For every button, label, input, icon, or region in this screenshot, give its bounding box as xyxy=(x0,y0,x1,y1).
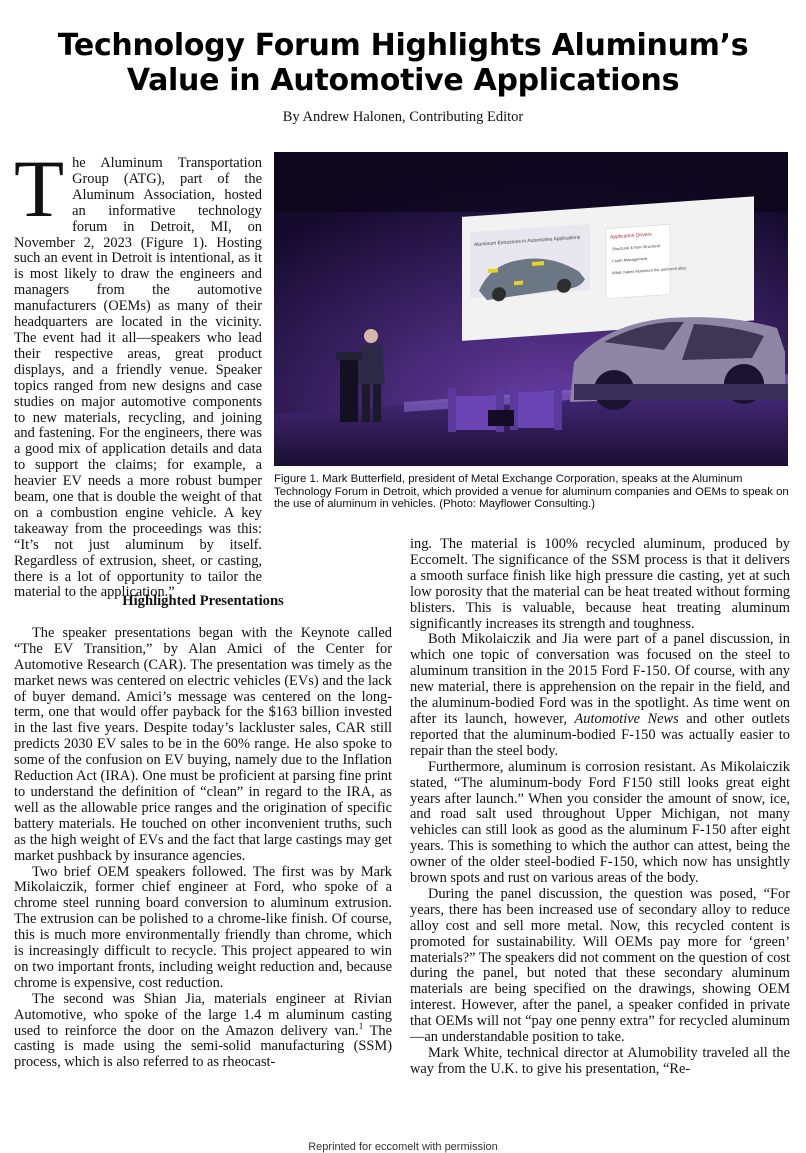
body-paragraph: The second was Shian Jia, materials engineer at Rivian Automotive, who spoke of the large 1.4 m aluminum casting used to reinforce the door on the Amazon delivery van.$^1$ The casting is made using the semi-solid manufacturing (SSM) process, which is also referred to as rheocast- xyxy=(14,990,392,1071)
slide-heading: Application Drivers xyxy=(610,231,652,241)
reprint-notice: Reprinted for eccomelt with permission xyxy=(308,1141,498,1153)
body-paragraph: Mark White, technical director at Alumobility traveled all the way from the U.K. to give his presentation, “Re- xyxy=(410,1045,790,1077)
body-paragraph: Furthermore, aluminum is corrosion resistant. As Mikolaiczik stated, “The aluminum-body Ford F150 still looks great eight years after launch.” When you consider the amount of snow, ice, and road salt used throughout Upper Michigan, not many vehicles can still look as good as the aluminum F-150 after eight years. This is something to which the author can attest, being the owner of the older steel-bodied F-150, which now has unsightly brown spots and rust on various areas of the body. xyxy=(410,758,790,887)
body-paragraph: ing. The material is 100% recycled aluminum, produced by Eccomelt. The significance of the SSM process is that it delivers a smooth surface finish like high pressure die casting, yet at such low porosity that the material can be heat treated without forming blisters. This is valuable, because heat treating aluminum significantly increases its strength and toughness. xyxy=(410,536,790,632)
drop-cap: T xyxy=(14,143,65,234)
intro-column xyxy=(14,143,262,601)
section-heading: Highlighted Presentations xyxy=(122,593,284,609)
body-paragraph: Two brief OEM speakers followed. The first was by Mark Mikolaiczik, former chief engineer at Ford, who spoke of a chrome steel running board conversion to aluminum extrusion. The extrusion can be polished to a chrome-like finish. Of course, this is much more environmentally friendly than chrome, which is increasingly difficult to recycle. This project appeared to win on two important fronts, including weight reduction and, because chrome is expensive, cost reduction. xyxy=(14,863,392,991)
intro-paragraph: he Aluminum Transportation Group (ATG), part of the Aluminum Association, hosted an informative technology forum in Detroit, MI, on November 2, 2023 (Figure 1). Hosting such an event in Detroit is intentional, as it is most likely to draw the engineers and managers from the automotive manufacturers (OEMs) as many of their headquarters are located in the vicinity. The event had it all—speakers who lead their respective areas, great product displays, and a friendly venue. Speaker topics ranged from new designs and case studies on major automotive components to new materials, recycling, and joining and fastening. For the engineers, there was a good mix of application details and data to support the claims; for example, a heavier EV needs a more robust bumper beam, one that is double the weight of that on a combustion engine vehicle. A key takeaway from the proceedings was this: “It’s not just aluminum by itself. Regardless of extrusion, sheet, or casting, there is a lot of opportunity to tailor the material to the application.” xyxy=(14,155,262,601)
article-title: Technology Forum Highlights Aluminum’s Value in Automotive Applications xyxy=(57,28,749,98)
figure-photo xyxy=(274,152,788,466)
publication-name: Automotive News xyxy=(574,710,679,727)
slide-bullet: What makes Aluminum the preferred alloy xyxy=(612,265,687,276)
body-paragraph: The speaker presentations began with the Keynote called “The EV Transition,” by Alan Amici of the Center for Automotive Research (CAR). The presentation was timely as the market news was centered on electric vehicles (EVs) and the lack of buyer demand. Amici’s message was centered on the long-term, one that would offer payback for the $163 billion invested in the last five years. Despite today’s lackluster sales, CAR still predicts 2030 EV sales to be in the 60% range. He also spoke to some of the confusion on EV buying, namely due to the Inflation Reduction Act (IRA). One must be proficient at parsing fine print to understand the definition of “clean” in regard to the IRA, as well as the allowable price ranges and the origination of specific battery materials. He touched on other inconvenient truths, such as the high weight of EVs and the fact that large castings may get market pushback by insurance agencies. xyxy=(14,624,392,864)
body-paragraph: During the panel discussion, the question was posed, “For years, there has been increased use of secondary alloy to reduce alloy cost and sell more metal. Now, this recycled content is promoted for sustainability. Will OEMs pay more for ‘green’ materials?” The speakers did not comment on the question of cost during the panel, but noted that these secondary aluminum materials are being specified on the drawings, showing OEM interest. However, after the panel, a speaker confided in private that OEMs will not “pay one penny extra” for recycled aluminum—an understandable position to take. xyxy=(410,885,790,1046)
byline: By Andrew Halonen, Contributing Editor xyxy=(282,109,524,125)
slide-title: Aluminum Extrusions in Automotive Applications xyxy=(474,234,581,249)
footnote-ref: 1 xyxy=(358,1020,364,1031)
slide-bullet: Structural & Non-Structural xyxy=(612,243,660,252)
right-column xyxy=(410,537,790,1078)
body-paragraph: Both Mikolaiczik and Jia were part of a panel discussion, in which one topic of conversation was focused on the steel to aluminum transition in the 2015 Ford F-150. Of course, with any new material, there is apprehension on the repair in the field, and the aluminum-bodied Ford was in the spotlight. As time went on after its launch, however, Automotive News and other outlets reported that the aluminum-bodied F-150 was actually easier to repair than the steel body. xyxy=(410,631,790,759)
figure-caption: Figure 1. Mark Butterfield, president of Metal Exchange Corporation, speaks at the Aluminum Technology Forum in Detroit, which provided a venue for aluminum companies and OEMs to speak on the use of aluminum in vehicles. (Photo: Mayflower Consulting.) xyxy=(274,473,789,511)
left-column xyxy=(14,578,392,1071)
slide-bullet: Crash Management xyxy=(612,255,648,264)
